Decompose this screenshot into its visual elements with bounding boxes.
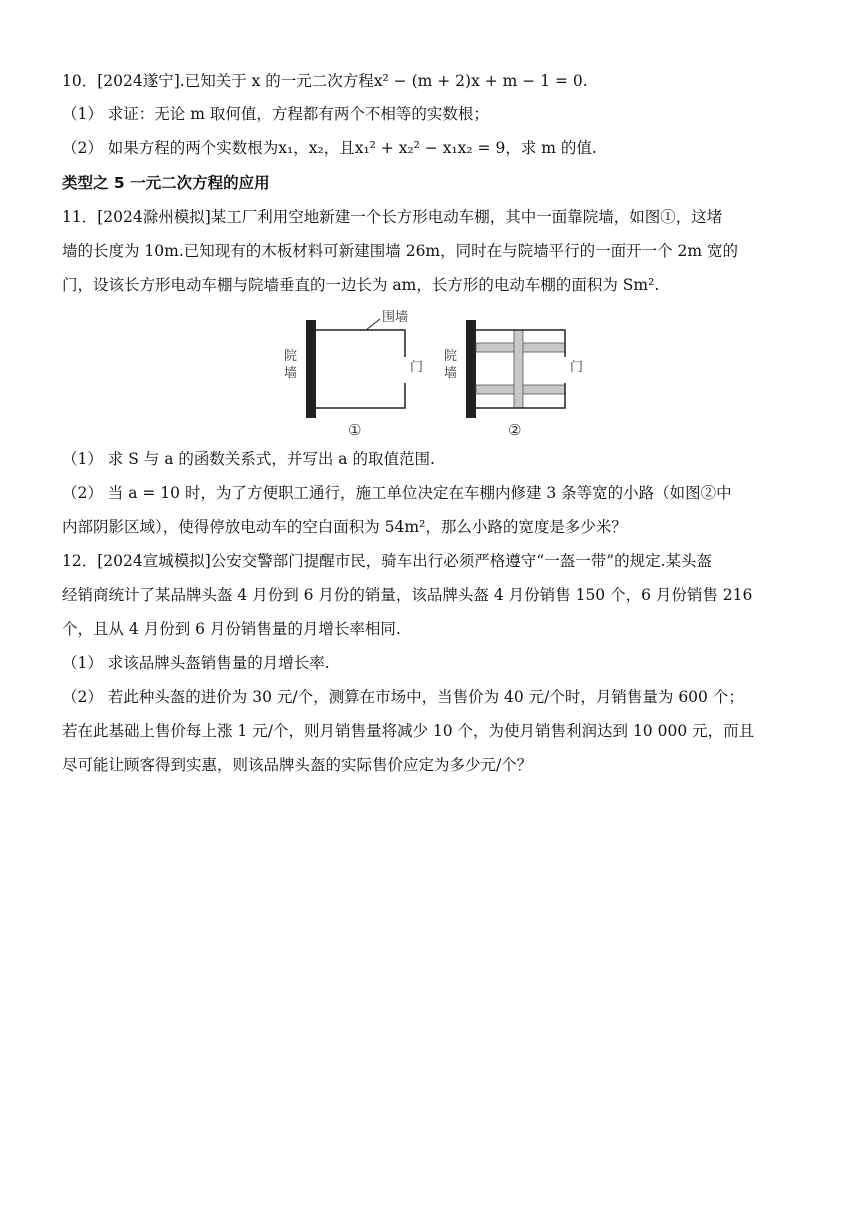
- q11-stem-line2: 墙的长度为 10m.已知现有的木板材料可新建围墙 26m，同时在与院墙平行的一面开一个 2m 宽的: [62, 242, 739, 260]
- q12-stem-line3: 个，且从 4 月份到 6 月份销售量的月增长率相同.: [62, 620, 401, 638]
- wall-label-1b: 墙: [284, 366, 298, 381]
- section-heading: 类型之 5 一元二次方程的应用: [62, 174, 270, 192]
- q12-stem-line1: 12．[2024宣城模拟]公安交警部门提醒市民，骑车出行必须严格遵守“一盔一带”的规定.某头盔: [62, 552, 713, 570]
- q12-part2-line1: （2） 若此种头盔的进价为 30 元/个，测算在市场中，当售价为 40 元/个时，月销售量为 600 个；: [62, 688, 744, 706]
- wall-bar-2: [466, 320, 476, 418]
- fence-pointer: [366, 319, 380, 330]
- q11-part2-line2: 内部阴影区域），使得停放电动车的空白面积为 54m²，那么小路的宽度是多少米？: [62, 518, 627, 536]
- door-label-2: 门: [570, 360, 584, 375]
- q11-stem-line1: 11．[2024滁州模拟]某工厂利用空地新建一个长方形电动车棚，其中一面靠院墙，如图①，这堵: [62, 208, 723, 226]
- wall-label-2b: 墙: [444, 366, 458, 381]
- path-vertical: [514, 330, 523, 408]
- q10-stem: 10．[2024遂宁].已知关于 x 的一元二次方程x² − (m + 2)x + m − 1 = 0.: [62, 72, 588, 90]
- fence-top-1: [316, 330, 405, 357]
- wall-bar-1: [306, 320, 316, 418]
- q10-part2: （2） 如果方程的两个实数根为x₁，x₂，且x₁² + x₂² − x₁x₂ = 9，求 m 的值.: [62, 139, 597, 157]
- figure-2-number: ②: [508, 421, 522, 439]
- q11-figure: [270, 305, 590, 443]
- q11-part1: （1） 求 S 与 a 的函数关系式，并写出 a 的取值范围.: [62, 450, 435, 468]
- q12-part2-line3: 尽可能让顾客得到实惠，则该品牌头盔的实际售价应定为多少元/个？: [62, 756, 533, 774]
- door-label-1: 门: [410, 360, 424, 375]
- q12-part2-line2: 若在此基础上售价每上涨 1 元/个，则月销售量将减少 10 个，为使月销售利润达到 10 000 元，而且: [62, 722, 755, 740]
- wall-label-2a: 院: [444, 349, 458, 364]
- fence-bottom-1: [316, 383, 405, 408]
- figure-1: [284, 309, 423, 439]
- figure-1-number: ①: [348, 421, 362, 439]
- q12-stem-line2: 经销商统计了某品牌头盔 4 月份到 6 月份的销量，该品牌头盔 4 月份销售 150 个，6 月份销售 216: [62, 586, 753, 604]
- wall-label-1a: 院: [284, 349, 298, 364]
- q12-part1: （1） 求该品牌头盔销售量的月增长率.: [62, 654, 330, 672]
- q10-part1: （1） 求证：无论 m 取何值，方程都有两个不相等的实数根；: [62, 105, 489, 123]
- q11-stem-line3: 门，设该长方形电动车棚与院墙垂直的一边长为 am，长方形的电动车棚的面积为 Sm².: [62, 276, 660, 294]
- fence-label: 围墙: [382, 310, 409, 325]
- q11-part2-line1: （2） 当 a = 10 时，为了方便职工通行，施工单位决定在车棚内修建 3 条等宽的小路（如图②中: [62, 484, 732, 502]
- figure-2: [444, 320, 583, 439]
